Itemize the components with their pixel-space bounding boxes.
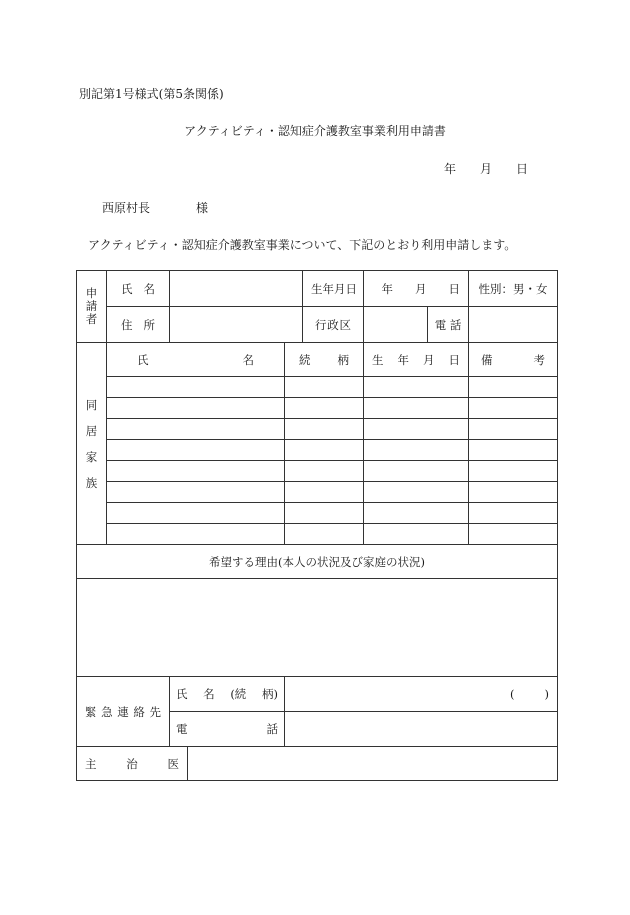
family-notes-field[interactable] bbox=[469, 419, 558, 440]
family-relation-field[interactable] bbox=[285, 440, 364, 461]
family-name-field[interactable] bbox=[107, 440, 285, 461]
applicant-phone-field[interactable] bbox=[469, 307, 558, 343]
date-year-label: 年 bbox=[444, 162, 457, 176]
family-birth-field[interactable] bbox=[364, 377, 469, 398]
family-row bbox=[77, 440, 558, 461]
application-form-table bbox=[76, 270, 558, 781]
emergency-phone-field[interactable] bbox=[285, 712, 558, 747]
reason-label: 希望する理由(本人の状況及び家庭の状況) bbox=[77, 545, 558, 579]
date-month-label: 月 bbox=[480, 162, 493, 176]
family-relation-field[interactable] bbox=[285, 398, 364, 419]
family-relation-field[interactable] bbox=[285, 377, 364, 398]
emergency-name-label: 氏 名 (続 柄) bbox=[170, 677, 285, 712]
addressee: 西原村長 bbox=[102, 201, 151, 215]
family-name-field[interactable] bbox=[107, 461, 285, 482]
doctor-label: 主 治 医 bbox=[77, 747, 188, 781]
honorific: 様 bbox=[196, 201, 209, 215]
doctor-field[interactable] bbox=[188, 747, 558, 781]
applicant-address-field[interactable] bbox=[170, 307, 303, 343]
applicant-district-label: 行 政 区 bbox=[303, 307, 364, 343]
family-name-field[interactable] bbox=[107, 524, 285, 545]
family-name-field[interactable] bbox=[107, 377, 285, 398]
family-birth-field[interactable] bbox=[364, 398, 469, 419]
applicant-label: 申 請 者 bbox=[77, 271, 107, 343]
family-notes-field[interactable] bbox=[469, 377, 558, 398]
family-relation-field[interactable] bbox=[285, 503, 364, 524]
intro-text: アクティビティ・認知症介護教室事業について、下記のとおり利用申請します。 bbox=[88, 238, 517, 252]
family-label: 同 居 家 族 bbox=[77, 343, 107, 545]
family-name-field[interactable] bbox=[107, 419, 285, 440]
family-relation-field[interactable] bbox=[285, 419, 364, 440]
family-birth-field[interactable] bbox=[364, 419, 469, 440]
family-row bbox=[77, 398, 558, 419]
applicant-name-field[interactable] bbox=[170, 271, 303, 307]
family-row bbox=[77, 524, 558, 545]
family-row bbox=[77, 419, 558, 440]
family-notes-field[interactable] bbox=[469, 503, 558, 524]
family-birth-field[interactable] bbox=[364, 503, 469, 524]
reason-field[interactable] bbox=[77, 579, 558, 677]
family-row bbox=[77, 377, 558, 398]
emergency-contact-label: 緊 急 連 絡 先 bbox=[77, 677, 170, 747]
family-birth-field[interactable] bbox=[364, 524, 469, 545]
form-note: 別記第1号様式(第5条関係) bbox=[79, 87, 224, 101]
family-relation-field[interactable] bbox=[285, 524, 364, 545]
family-notes-field[interactable] bbox=[469, 398, 558, 419]
date-day-label: 日 bbox=[516, 162, 529, 176]
family-name-field[interactable] bbox=[107, 398, 285, 419]
form-title: アクティビティ・認知症介護教室事業利用申請書 bbox=[184, 124, 446, 138]
family-header-name: 氏 名 bbox=[107, 343, 285, 377]
family-relation-field[interactable] bbox=[285, 482, 364, 503]
family-notes-field[interactable] bbox=[469, 482, 558, 503]
family-birth-field[interactable] bbox=[364, 440, 469, 461]
emergency-name-field[interactable]: ( ) bbox=[285, 677, 558, 712]
family-row bbox=[77, 503, 558, 524]
family-name-field[interactable] bbox=[107, 482, 285, 503]
family-notes-field[interactable] bbox=[469, 524, 558, 545]
family-row bbox=[77, 461, 558, 482]
family-header-birth: 生 年 月 日 bbox=[364, 343, 469, 377]
family-name-field[interactable] bbox=[107, 503, 285, 524]
family-birth-field[interactable] bbox=[364, 482, 469, 503]
applicant-birth-label: 生 年 月 日 bbox=[303, 271, 364, 307]
family-relation-field[interactable] bbox=[285, 461, 364, 482]
family-notes-field[interactable] bbox=[469, 440, 558, 461]
applicant-phone-label: 電 話 bbox=[428, 307, 469, 343]
applicant-name-label: 氏 名 bbox=[107, 271, 170, 307]
applicant-birth-field[interactable]: 年 月 日 bbox=[364, 271, 469, 307]
applicant-address-label: 住 所 bbox=[107, 307, 170, 343]
emergency-phone-label: 電 話 bbox=[170, 712, 285, 747]
family-row bbox=[77, 482, 558, 503]
family-birth-field[interactable] bbox=[364, 461, 469, 482]
family-header-notes: 備 考 bbox=[469, 343, 558, 377]
family-notes-field[interactable] bbox=[469, 461, 558, 482]
family-header-relation: 続 柄 bbox=[285, 343, 364, 377]
applicant-gender[interactable]: 性別：男・女 bbox=[469, 271, 558, 307]
applicant-district-field[interactable] bbox=[364, 307, 428, 343]
